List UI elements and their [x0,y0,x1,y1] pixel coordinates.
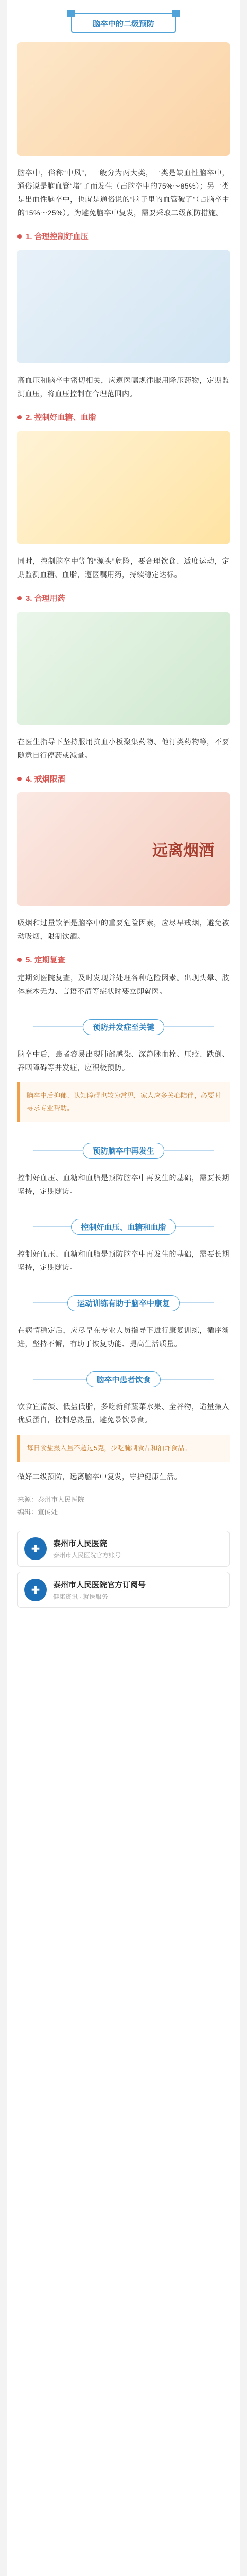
recurrence-paragraph: 控制好血压、血糖和血脂是预防脑卒中再发生的基础，需要长期坚持，定期随访。 [17,1174,230,1195]
brain-illustration [17,42,230,156]
section-banner: 预防脑卒中再发生 [17,1139,230,1162]
section-banner: 脑卒中患者饮食 [17,1368,230,1391]
item-body: 高血压和脑卒中密切相关，应遵医嘱规律服用降压药物，定期监测血压，将血压控制在合理范围内。 [17,376,230,398]
item-body: 在医生指导下坚持服用抗血小板聚集药物、他汀类药物等，不要随意自行停药或减量。 [17,738,230,759]
item-title: 5. 定期复查 [17,954,230,965]
item-title: 2. 控制好血糖、血脂 [17,412,230,422]
hospital-logo-icon: ✚ [24,1579,47,1601]
section-title: 脑卒中的二级预防 [71,13,176,33]
item-title: 4. 戒烟限酒 [17,773,230,784]
account-card[interactable]: ✚ 泰州市人民医院官方订阅号 健康资讯 · 就医服务 [17,1572,230,1608]
item-title: 1. 合理控制好血压 [17,231,230,242]
section-banner: 预防并发症至关键 [17,1015,230,1038]
quote-box: 每日食盐摄入量不超过5克，少吃腌制食品和油炸食品。 [17,1435,230,1462]
article-meta: 来源：泰州市人民医院 编辑：宣传处 [17,1496,85,1516]
healthy-diet-illustration [17,431,230,544]
intro-paragraph: 脑卒中，俗称“中风”，一般分为两大类，一类是缺血性脑卒中，通俗说是脑血管“堵”了而发生（占脑卒中的75%～85%）；另一类是出血性脑卒中，也就是通俗说的“脑子里的血管破了”（占脑卒中的15%～25%）。为避免脑卒中复发，需要采取二级预防措施。 [17,168,230,217]
banner-text: 远离烟酒 [152,842,214,859]
blood-pressure-illustration [17,250,230,363]
closing-paragraph: 做好二级预防，远离脑卒中复发，守护健康生活。 [17,1472,182,1481]
hospital-logo-icon: ✚ [24,1537,47,1560]
control-paragraph: 控制好血压、血糖和血脂是预防脑卒中再发生的基础，需要长期坚持，定期随访。 [17,1250,230,1272]
quote-box: 脑卒中后抑郁、认知障碍也较为常见，家人应多关心陪伴，必要时寻求专业帮助。 [17,1082,230,1122]
diet-paragraph: 饮食宜清淡、低盐低脂，多吃新鲜蔬菜水果、全谷物，适量摄入优质蛋白，控制总热量，避免暴饮暴食。 [17,1402,230,1424]
complications-paragraph: 脑卒中后，患者容易出现肺部感染、深静脉血栓、压疮、跌倒、吞咽障碍等并发症，应积极预防。 [17,1050,230,1072]
section-banner: 运动训练有助于脑卒中康复 [17,1292,230,1314]
section-banner: 控制好血压、血糖和血脂 [17,1215,230,1238]
item-body: 定期到医院复查，及时发现并处理各种危险因素。出现头晕、肢体麻木无力、言语不清等症状时要立即就医。 [17,974,230,995]
item-title: 3. 合理用药 [17,592,230,603]
medication-illustration [17,612,230,725]
article-page [7,0,240,2576]
item-body: 吸烟和过量饮酒是脑卒中的重要危险因素，应尽早戒烟，避免被动吸烟，限制饮酒。 [17,919,230,940]
account-card[interactable]: ✚ 泰州市人民医院 泰州市人民医院官方账号 [17,1531,230,1567]
no-smoking-drinking-illustration [17,792,230,906]
exercise-paragraph: 在病情稳定后，应尽早在专业人员指导下进行康复训练，循序渐进，坚持不懈，有助于恢复功能、提高生活质量。 [17,1326,230,1348]
item-body: 同时，控制脑卒中等的“源头”危险，要合理饮食、适度运动，定期监测血糖、血脂，遵医嘱用药，持续稳定达标。 [17,557,230,579]
